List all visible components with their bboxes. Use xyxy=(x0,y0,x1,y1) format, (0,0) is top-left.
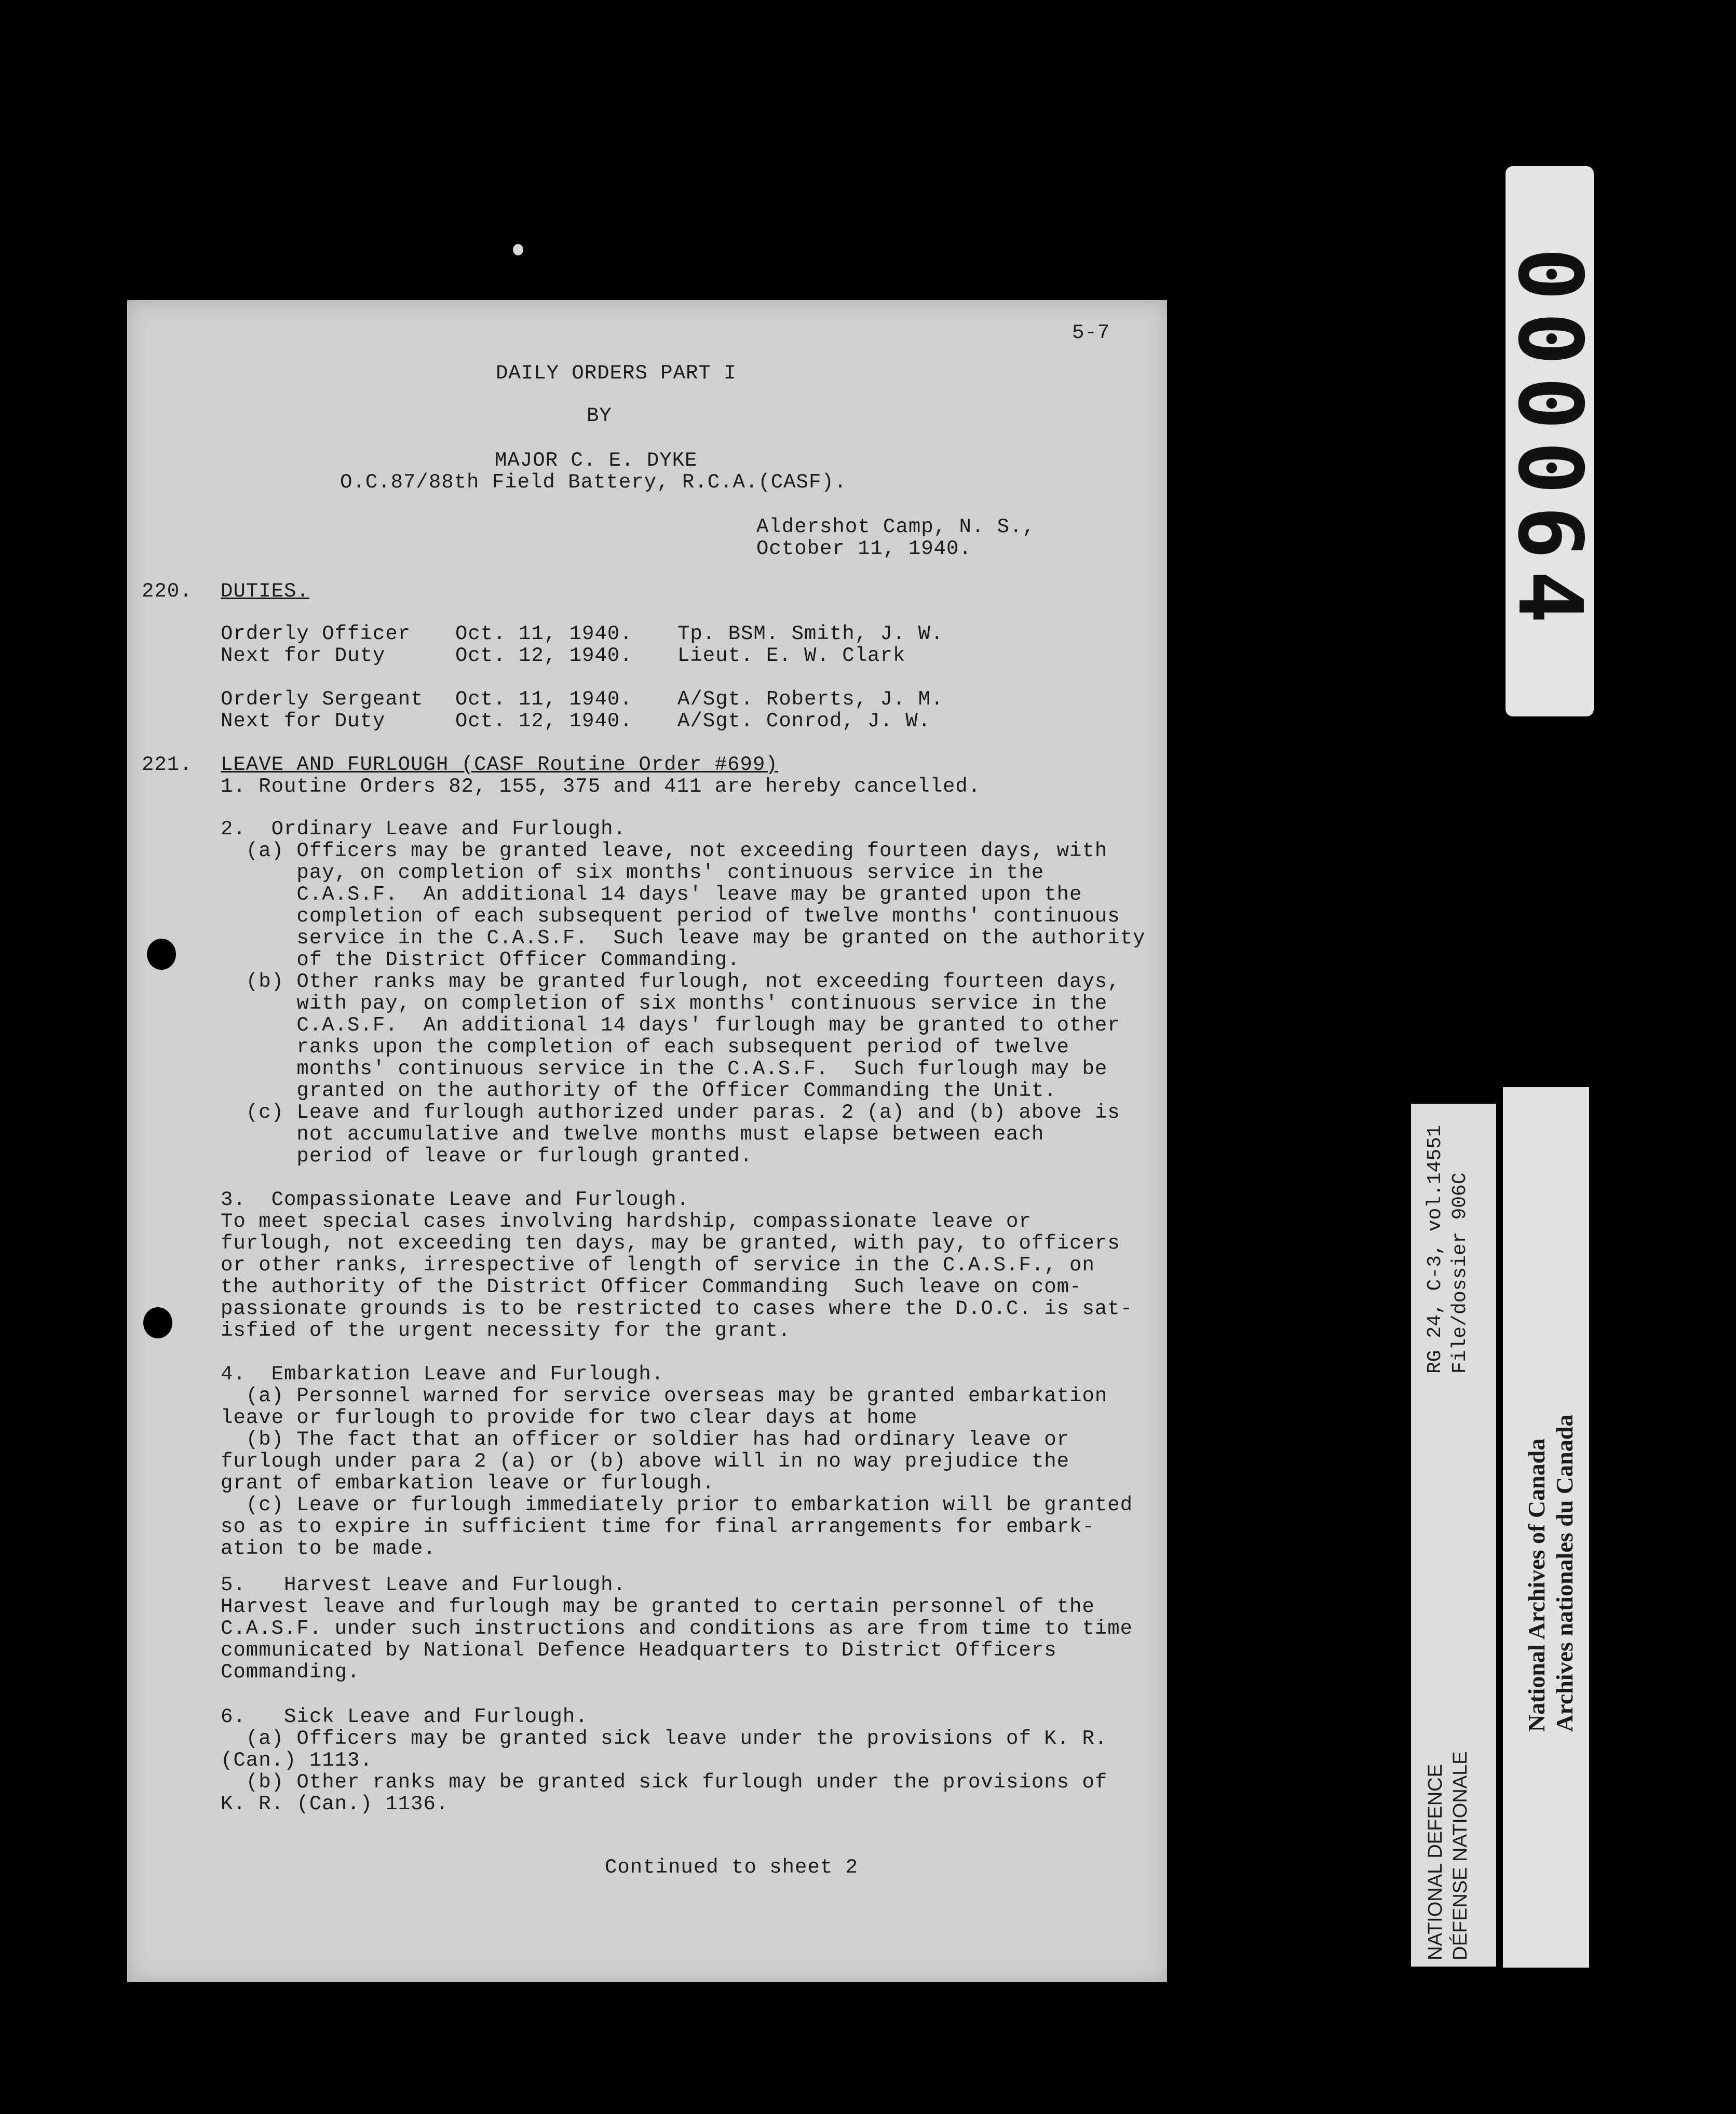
duty-name: Lieut. E. W. Clark xyxy=(677,644,906,667)
frame-number-strip xyxy=(1498,166,1601,716)
duty-name: A/Sgt. Roberts, J. M. xyxy=(677,688,944,711)
text-line: (b) Other ranks may be granted furlough, not exceeding fourteen days, xyxy=(221,970,1120,993)
text-line: (c) Leave or furlough immediately prior to embarkation will be granted xyxy=(221,1494,1133,1516)
text-line: period of leave or furlough granted. xyxy=(221,1145,753,1168)
text-line: furlough, not exceeding ten days, may be granted, with pay, to officers xyxy=(221,1232,1120,1255)
text-line: C.A.S.F. An additional 14 days' furlough may be granted to other xyxy=(221,1014,1120,1037)
reference-line-1: RG 24, C-3, vol.14551 xyxy=(1424,1125,1446,1374)
continued-note: Continued to sheet 2 xyxy=(605,1856,859,1879)
duty-role: Next for Duty xyxy=(221,644,386,667)
text-line: of the District Officer Commanding. xyxy=(221,948,740,971)
text-line: (b) Other ranks may be granted sick furlough under the provisions of xyxy=(221,1771,1108,1794)
date-line: October 11, 1940. xyxy=(756,537,972,560)
document-title: DAILY ORDERS PART I xyxy=(496,362,737,385)
text-line: communicated by National Defence Headquarters to District Officers xyxy=(221,1639,1057,1662)
department-line-2: DÉFENSE NATIONALE xyxy=(1449,1751,1471,1960)
section-number-221: 221. xyxy=(142,753,193,776)
duty-role: Orderly Officer xyxy=(221,622,411,645)
text-line: months' continuous service in the C.A.S.F. Such furlough may be xyxy=(221,1058,1108,1080)
section-heading-leave: LEAVE AND FURLOUGH (CASF Routine Order #699) xyxy=(221,753,778,776)
text-line: (b) The fact that an officer or soldier has had ordinary leave or xyxy=(221,1428,1070,1451)
text-line: K. R. (Can.) 1136. xyxy=(221,1793,449,1815)
paragraph-5-title: 5. Harvest Leave and Furlough. xyxy=(221,1574,626,1596)
text-line: leave or furlough to provide for two clear days at home xyxy=(221,1406,918,1429)
by-line: BY xyxy=(587,404,612,427)
reference-line-2: File/dossier 906C xyxy=(1449,1172,1471,1374)
frame-number: 000064 xyxy=(1498,247,1601,635)
document-page xyxy=(127,300,1167,1982)
paragraph-2-title: 2. Ordinary Leave and Furlough. xyxy=(221,818,626,841)
unit-name: O.C.87/88th Field Battery, R.C.A.(CASF). xyxy=(340,471,847,494)
text-line: (c) Leave and furlough authorized under paras. 2 (a) and (b) above is xyxy=(221,1101,1120,1124)
section-heading-duties: DUTIES. xyxy=(221,580,309,603)
duty-date: Oct. 11, 1940. xyxy=(455,622,633,645)
duty-date: Oct. 12, 1940. xyxy=(455,644,633,667)
text-line: To meet special cases involving hardship, compassionate leave or xyxy=(221,1210,1032,1233)
text-line: ranks upon the completion of each subsequent period of twelve xyxy=(221,1036,1070,1059)
text-line: isfied of the urgent necessity for the grant. xyxy=(221,1319,791,1342)
paragraph-1: 1. Routine Orders 82, 155, 375 and 411 are hereby cancelled. xyxy=(221,775,981,798)
archives-name-english: National Archives of Canada xyxy=(1523,1438,1550,1732)
dust-speck xyxy=(513,244,523,255)
text-line: not accumulative and twelve months must elapse between each xyxy=(221,1123,1045,1146)
duty-date: Oct. 11, 1940. xyxy=(455,688,633,711)
text-line: grant of embarkation leave or furlough. xyxy=(221,1472,715,1495)
duty-role: Next for Duty xyxy=(221,710,386,733)
national-archives-label xyxy=(1503,1087,1589,1968)
text-line: so as to expire in sufficient time for final arrangements for embark- xyxy=(221,1515,1095,1538)
archives-name-french: Archives nationales du Canada xyxy=(1551,1414,1578,1732)
duty-date: Oct. 12, 1940. xyxy=(455,710,633,733)
text-line: (a) Personnel warned for service overseas may be granted embarkation xyxy=(221,1385,1108,1407)
page-reference: 5-7 xyxy=(1072,321,1110,344)
punch-hole-mark xyxy=(143,1307,172,1338)
location-line: Aldershot Camp, N. S., xyxy=(756,516,1035,538)
archive-reference-label xyxy=(1411,1104,1496,1967)
text-line: Harvest leave and furlough may be granted to certain personnel of the xyxy=(221,1595,1095,1618)
text-line: C.A.S.F. An additional 14 days' leave may be granted upon the xyxy=(221,883,1082,906)
paragraph-4-title: 4. Embarkation Leave and Furlough. xyxy=(221,1363,664,1386)
text-line: the authority of the District Officer Commanding Such leave on com- xyxy=(221,1276,1082,1298)
text-line: passionate grounds is to be restricted to cases where the D.O.C. is sat- xyxy=(221,1297,1133,1320)
punch-hole-mark xyxy=(147,939,176,970)
text-line: with pay, on completion of six months' continuous service in the xyxy=(221,992,1108,1015)
text-line: (Can.) 1113. xyxy=(221,1749,373,1772)
duty-name: Tp. BSM. Smith, J. W. xyxy=(677,622,944,645)
text-line: service in the C.A.S.F. Such leave may be granted on the authority xyxy=(221,927,1146,950)
section-number-220: 220. xyxy=(142,580,193,603)
paragraph-3-title: 3. Compassionate Leave and Furlough. xyxy=(221,1188,689,1211)
text-line: pay, on completion of six months' continuous service in the xyxy=(221,861,1045,884)
text-line: or other ranks, irrespective of length of service in the C.A.S.F., on xyxy=(221,1254,1095,1277)
officer-name: MAJOR C. E. DYKE xyxy=(495,449,698,472)
duty-name: A/Sgt. Conrod, J. W. xyxy=(677,710,931,733)
paragraph-6-title: 6. Sick Leave and Furlough. xyxy=(221,1705,588,1728)
text-line: C.A.S.F. under such instructions and conditions as are from time to time xyxy=(221,1617,1133,1640)
department-line-1: NATIONAL DEFENCE xyxy=(1425,1764,1446,1960)
text-line: furlough under para 2 (a) or (b) above will in no way prejudice the xyxy=(221,1450,1070,1473)
text-line: (a) Officers may be granted leave, not exceeding fourteen days, with xyxy=(221,839,1108,862)
text-line: Commanding. xyxy=(221,1661,360,1684)
text-line: (a) Officers may be granted sick leave under the provisions of K. R. xyxy=(221,1727,1108,1750)
text-line: granted on the authority of the Officer Commanding the Unit. xyxy=(221,1079,1057,1102)
text-line: completion of each subsequent period of twelve months' continuous xyxy=(221,905,1120,928)
text-line: ation to be made. xyxy=(221,1537,436,1560)
duty-role: Orderly Sergeant xyxy=(221,688,424,711)
